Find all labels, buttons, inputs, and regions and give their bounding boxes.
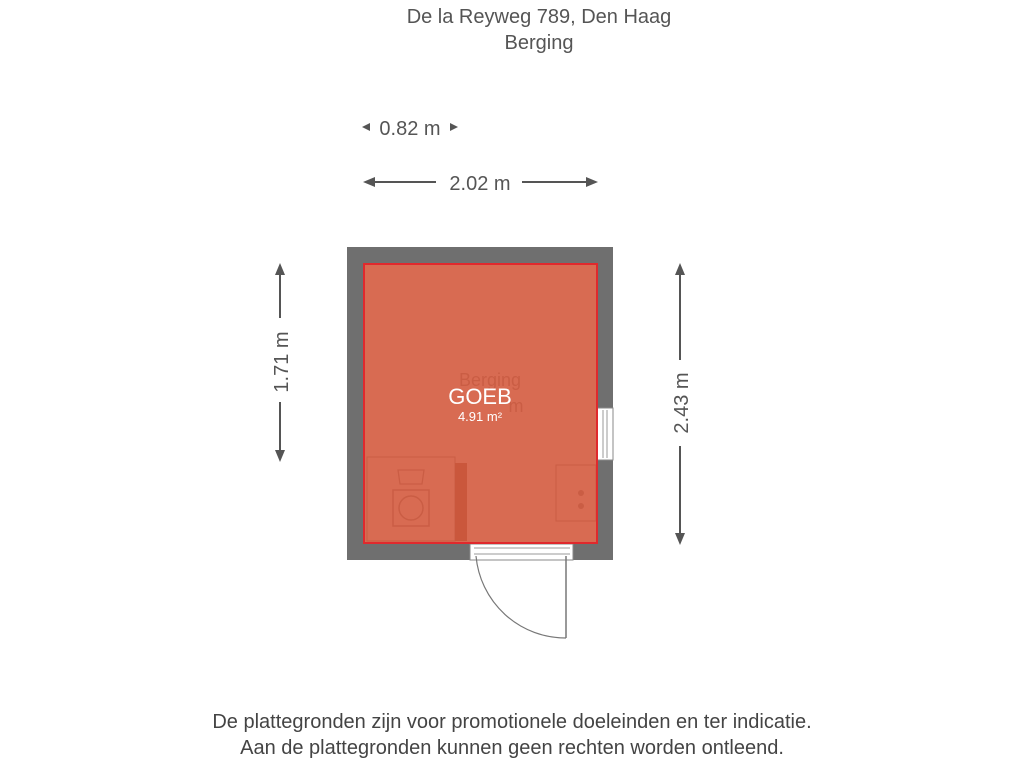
- room-overlay-label: GOEB: [448, 384, 512, 409]
- dimension-label-top-large: 2.02 m: [449, 173, 511, 195]
- room-subtitle: Berging: [504, 32, 574, 54]
- address-title: De la Reyweg 789, Den Haag: [406, 6, 672, 28]
- dimension-label-left: 1.71 m: [271, 331, 293, 393]
- dimension-label-right: 2.43 m: [671, 372, 693, 434]
- door-swing-icon: [470, 544, 573, 638]
- dimension-top-large: [363, 173, 598, 195]
- arrowhead-right-icon: [586, 177, 598, 187]
- arrowhead-down-icon: [675, 533, 685, 545]
- dimension-label-top-small: 0.82 m: [379, 118, 441, 140]
- disclaimer-line-1: De plattegronden zijn voor promotionele doeleinden en ter indicatie.: [212, 711, 812, 733]
- dimension-left: [271, 263, 293, 462]
- arrowhead-up-icon: [675, 263, 685, 275]
- arrowhead-left-icon: [362, 123, 370, 131]
- dimension-right: [671, 263, 693, 545]
- arrowhead-down-icon: [275, 450, 285, 462]
- disclaimer-line-2: Aan de plattegronden kunnen geen rechten worden ontleend.: [240, 737, 784, 759]
- arrowhead-left-icon: [363, 177, 375, 187]
- arrowhead-up-icon: [275, 263, 285, 275]
- dimension-top-small: [362, 118, 458, 140]
- arrowhead-right-icon: [450, 123, 458, 131]
- window-icon: [597, 408, 613, 460]
- room-area-label: 4.91 m²: [457, 409, 503, 424]
